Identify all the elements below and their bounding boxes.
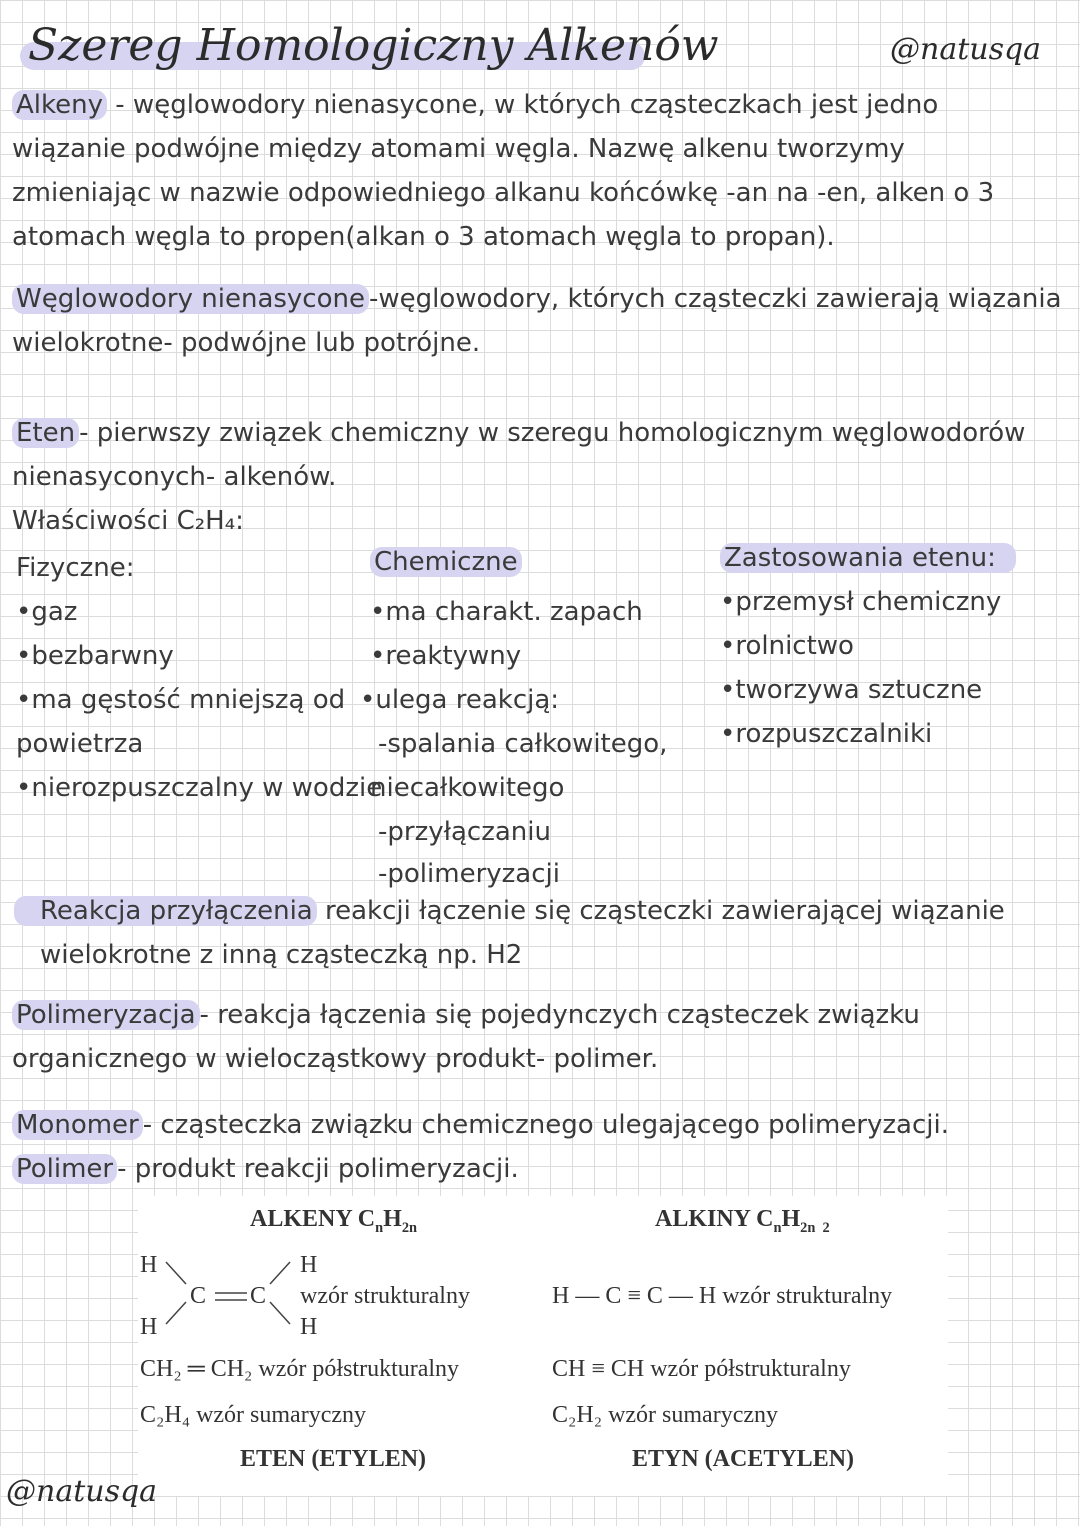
chemiczne-item: •reaktywny [370, 641, 522, 671]
chemiczne-item: -przyłączaniu [378, 817, 551, 847]
polimeryzacja-line-1: Polimeryzacja - reakcja łączenia się pojedynczych cząsteczek związku [12, 998, 920, 1032]
monomer-term: Monomer [12, 1110, 143, 1140]
chemiczne-header: Chemiczne [370, 547, 522, 577]
ethene-half-structural: CH₂ ═ CH₂ wzór półstrukturalny [140, 1356, 460, 1382]
eten-properties-label: Właściwości C₂H₄: [12, 506, 244, 536]
ethene-sum-formula: C₂H₄ wzór sumaryczny [140, 1402, 367, 1428]
eten-line-2: nienasyconych- alkenów. [12, 462, 337, 492]
fizyczne-item: •gaz [16, 597, 78, 627]
page-title: Szereg Homologiczny Alkenów [28, 20, 719, 71]
ethyne-half-structural: CH ≡ CH wzór półstrukturalny [552, 1356, 851, 1382]
alkeny-line-1: Alkeny - węglowodory nienasycone, w których cząsteczkach jest jedno [12, 88, 938, 122]
polimeryzacja-term: Polimeryzacja [12, 1000, 200, 1030]
zastosowania-header: Zastosowania etenu: [720, 543, 1016, 573]
chemiczne-item: niecałkowitego [370, 773, 565, 803]
zastosowania-column [720, 536, 1016, 756]
fizyczne-item: •nierozpuszczalny w wodzie [16, 773, 383, 803]
ethene-c-right: C [250, 1283, 267, 1309]
chemiczne-item: -spalania całkowitego, [378, 729, 668, 759]
przylaczenia-line-1: Reakcja przyłączenia reakcji łączenie się cząsteczki zawierającej wiązanie [14, 894, 1005, 928]
zastosowania-item: •tworzywa sztuczne [720, 675, 983, 705]
chemiczne-column [360, 540, 668, 894]
alkiny-header: ALKINY $C_nH_{2n 2}$ [655, 1206, 830, 1236]
zastosowania-item: •rozpuszczalniki [720, 719, 933, 749]
eten-term: Eten [12, 418, 79, 448]
ethyne-sum-formula: C₂H₂ wzór sumaryczny [552, 1402, 779, 1428]
eten-line-1: Eten - pierwszy związek chemiczny w szeregu homologicznym węglowodorów [12, 416, 1025, 450]
zastosowania-item: •przemysł chemiczny [720, 587, 1002, 617]
fizyczne-column [16, 546, 382, 810]
polimer-term: Polimer [12, 1154, 117, 1184]
fizyczne-header: Fizyczne: [16, 553, 135, 583]
nienasycone-line-1: Węglowodory nienasycone -węglowodory, których cząsteczki zawierają wiązania [12, 282, 1062, 316]
alkeny-term: Alkeny [12, 90, 107, 120]
ethene-c-left: C [190, 1283, 207, 1309]
author-handle-bottom: @natusqa [6, 1474, 158, 1509]
ethene-h-bottom-right: H [300, 1314, 318, 1340]
chemiczne-item: •ulega reakcją: [360, 685, 560, 715]
ethene-h-bottom-left: H [140, 1314, 158, 1340]
alkeny-line-4: atomach węgla to propen(alkan o 3 atomach węgla to propan). [12, 222, 835, 252]
zastosowania-item: •rolnictwo [720, 631, 854, 661]
alkeny-line-3: zmieniając w nazwie odpowiedniego alkanu końcówkę -an na -en, alken o 3 [12, 178, 995, 208]
polimeryzacja-line-2: organicznego w wielocząstkowy produkt- polimer. [12, 1044, 659, 1074]
ethyne-structural: H — C ≡ C — H wzór strukturalny [552, 1283, 893, 1309]
chemiczne-item: •ma charakt. zapach [370, 597, 643, 627]
ethene-name: ETEN (ETYLEN) [240, 1446, 427, 1472]
ethene-structural-label: wzór strukturalny [300, 1283, 470, 1309]
fizyczne-item: powietrza [16, 729, 144, 759]
przylaczenia-term: Reakcja przyłączenia [14, 896, 317, 926]
fizyczne-item: •ma gęstość mniejszą od [16, 685, 346, 715]
fizyczne-item: •bezbarwny [16, 641, 174, 671]
przylaczenia-line-2: wielokrotne z inną cząsteczką np. H2 [40, 940, 523, 970]
ethene-h-top-right: H [300, 1252, 318, 1278]
nienasycone-term: Węglowodory nienasycone [12, 284, 369, 314]
nienasycone-line-2: wielokrotne- podwójne lub potrójne. [12, 328, 481, 358]
chemiczne-item: -polimeryzacji [378, 859, 560, 889]
monomer-line: Monomer - cząsteczka związku chemicznego ulegającego polimeryzacji. [12, 1108, 949, 1142]
alkeny-line-2: wiązanie podwójne między atomami węgla. Nazwę alkenu tworzymy [12, 134, 905, 164]
alkeny-header: ALKENY $C_nH_{2n}$ [250, 1206, 418, 1236]
ethyne-name: ETYN (ACETYLEN) [632, 1446, 855, 1472]
author-handle-top: @natusqa [890, 32, 1042, 67]
polimer-line: Polimer - produkt reakcji polimeryzacji. [12, 1152, 519, 1186]
ethene-h-top-left: H [140, 1252, 158, 1278]
